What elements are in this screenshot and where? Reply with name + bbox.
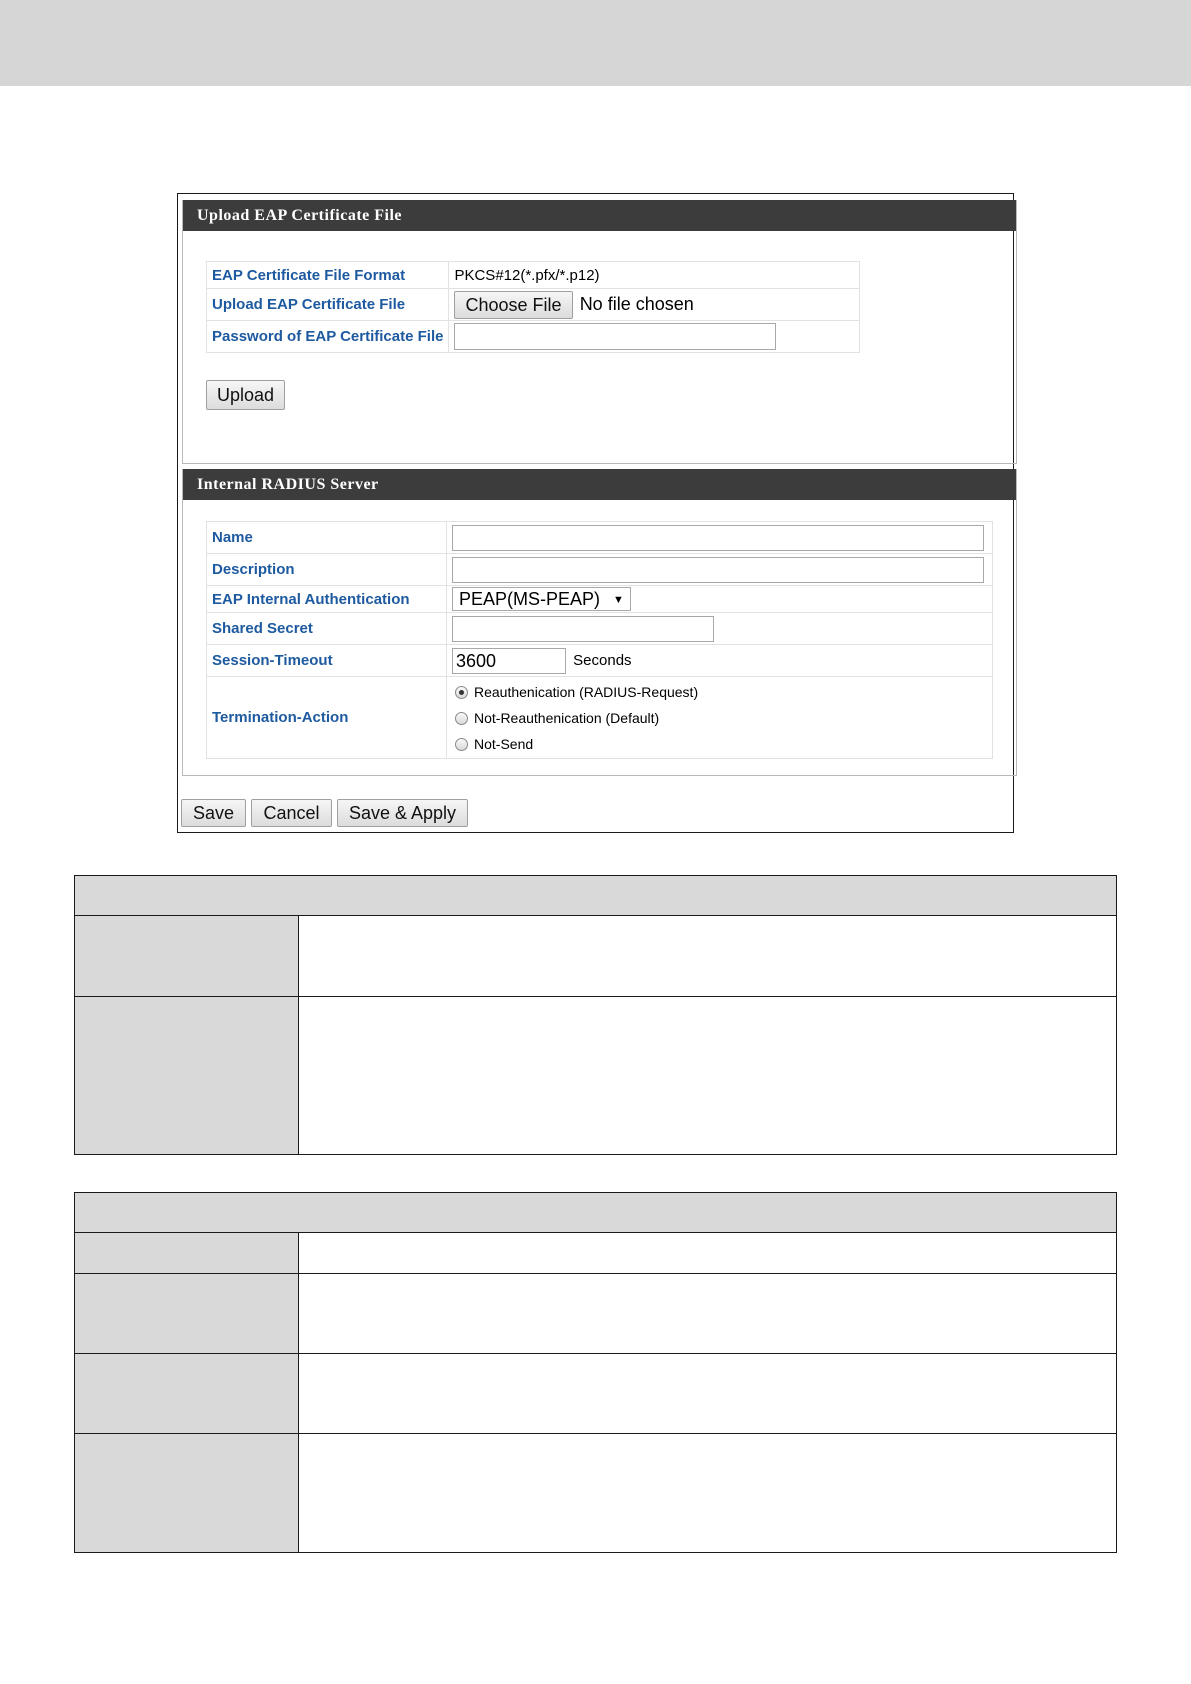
radio-unselected-icon[interactable] (455, 738, 468, 751)
upload-eap-form (206, 261, 860, 353)
table-row-key (75, 1274, 299, 1354)
table-row-value (299, 916, 1117, 997)
cancel-button[interactable]: Cancel (251, 799, 331, 827)
eap-auth-label: EAP Internal Authentication (207, 586, 447, 613)
description-table-1 (74, 875, 1117, 1155)
table-row-key (75, 1434, 299, 1553)
radius-form (206, 521, 993, 759)
table-row-value (299, 1233, 1117, 1274)
shared-secret-label: Shared Secret (207, 613, 447, 645)
radius-panel (182, 469, 1017, 776)
save-button[interactable]: Save (181, 799, 246, 827)
upload-cert-label: Upload EAP Certificate File (207, 289, 449, 321)
file-status-text: No file chosen (579, 294, 694, 314)
save-apply-button[interactable]: Save & Apply (337, 799, 468, 827)
table-row-value (299, 1354, 1117, 1434)
upload-eap-panel-title: Upload EAP Certificate File (183, 200, 1016, 231)
radio-unselected-icon[interactable] (455, 712, 468, 725)
triangle-down-icon: ▼ (613, 594, 624, 607)
upload-button[interactable]: Upload (206, 380, 285, 410)
table-1-header (75, 876, 1117, 916)
session-timeout-unit: Seconds (573, 652, 632, 669)
choose-file-button[interactable]: Choose File (454, 291, 572, 319)
termination-option-label: Not-Reauthenication (Default) (474, 709, 660, 726)
radius-panel-title: Internal RADIUS Server (183, 469, 1016, 500)
description-table-2 (74, 1192, 1117, 1553)
eap-auth-select[interactable] (452, 587, 631, 611)
table-row-value (299, 1434, 1117, 1553)
termination-option-reauth[interactable] (447, 679, 992, 705)
shared-secret-input[interactable] (452, 616, 714, 642)
table-row-key (75, 1233, 299, 1274)
table-2-header (75, 1193, 1117, 1233)
name-label: Name (207, 522, 447, 554)
termination-action-label: Termination-Action (207, 677, 447, 759)
termination-option-label: Reauthenication (RADIUS-Request) (474, 683, 699, 700)
upload-eap-panel (182, 200, 1017, 464)
table-row-value (299, 997, 1117, 1155)
table-row-key (75, 1354, 299, 1434)
page-header-band (0, 0, 1191, 86)
termination-option-not-reauth[interactable] (447, 705, 992, 731)
cert-password-input[interactable] (454, 323, 776, 350)
cert-format-value: PKCS#12(*.pfx/*.p12) (449, 262, 860, 289)
radio-selected-icon[interactable] (455, 686, 468, 699)
table-row-key (75, 997, 299, 1155)
cert-password-label: Password of EAP Certificate File (207, 321, 449, 353)
session-timeout-input[interactable]: 3600 (452, 648, 566, 674)
session-timeout-label: Session-Timeout (207, 645, 447, 677)
eap-auth-selected: PEAP(MS-PEAP) (459, 589, 601, 609)
table-row-key (75, 916, 299, 997)
config-screenshot (177, 193, 1014, 833)
description-label: Description (207, 554, 447, 586)
description-input[interactable] (452, 557, 984, 583)
table-row-value (299, 1274, 1117, 1354)
cert-format-label: EAP Certificate File Format (207, 262, 449, 289)
termination-option-not-send[interactable] (447, 731, 992, 757)
termination-option-label: Not-Send (474, 735, 534, 752)
action-bar (181, 799, 468, 827)
name-input[interactable] (452, 525, 984, 551)
